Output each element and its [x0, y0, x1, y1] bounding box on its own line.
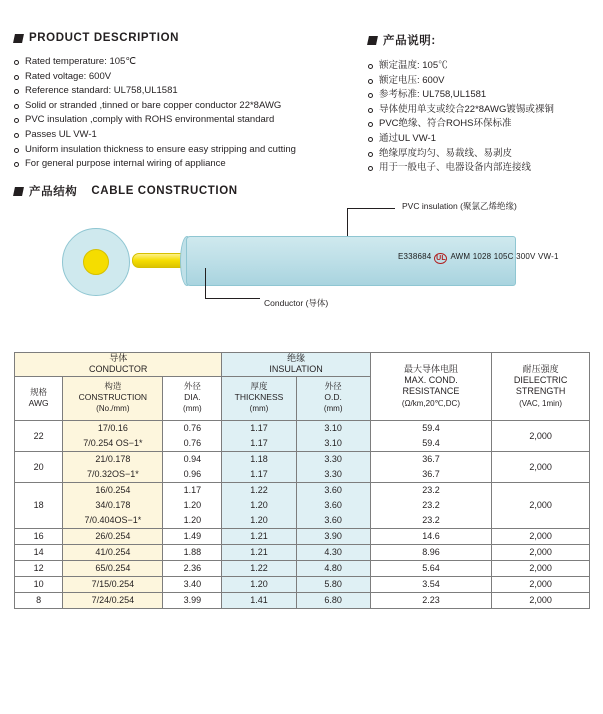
cell-awg: 10: [15, 576, 63, 592]
header-dia: [163, 376, 222, 420]
list-item: Rated temperature: 105℃: [14, 55, 364, 70]
table-row: [15, 544, 590, 560]
product-description-heading-en: [14, 32, 364, 44]
header-resistance: [370, 353, 491, 421]
header-thickness: [222, 376, 296, 420]
cell-od: [296, 451, 370, 482]
header-awg-cn: 规格: [30, 386, 48, 397]
header-construction-en: CONSTRUCTION: [78, 392, 148, 403]
cell-construction: [63, 528, 163, 544]
value-line: 1.49: [183, 530, 202, 541]
table-row: [15, 482, 590, 528]
value-line: 3.10: [324, 437, 342, 448]
value-line: 3.40: [183, 578, 202, 589]
header-thickness-cn: 厚度: [250, 381, 268, 392]
header-od-cn: 外径: [324, 381, 342, 392]
cell-thickness: [222, 528, 296, 544]
list-item: 用于一般电子、电器设备内部连接线: [368, 161, 598, 176]
cell-resistance: [370, 528, 491, 544]
value-line: 8.96: [422, 546, 440, 557]
value-line: 3.30: [324, 453, 342, 464]
value-line: 1.17: [250, 422, 268, 433]
list-item: Solid or stranded ,tinned or bare copper conductor 22*8AWG: [14, 99, 364, 114]
value-line: 3.60: [324, 484, 342, 495]
cell-od: [296, 528, 370, 544]
header-resistance-en2: RESISTANCE: [402, 386, 460, 397]
cell-construction: [63, 482, 163, 528]
value-line: 1.20: [183, 514, 202, 525]
header-dia-en: DIA.: [184, 392, 201, 403]
cell-thickness: [222, 420, 296, 451]
value-line: 23.2: [422, 514, 440, 525]
value-line: 1.20: [183, 499, 202, 510]
table-row: [15, 420, 590, 451]
value-line: 7/15/0.254: [91, 578, 135, 589]
cell-resistance: [370, 482, 491, 528]
header-thickness-unit: (mm): [249, 404, 269, 414]
cell-resistance: [370, 592, 491, 608]
header-conductor-group: [15, 353, 222, 377]
header-dia-cn: 外径: [183, 381, 201, 392]
list-item: Rated voltage: 600V: [14, 70, 364, 85]
heading-text-en: CABLE CONSTRUCTION: [91, 185, 238, 197]
cell-construction: [63, 560, 163, 576]
cell-od: [296, 544, 370, 560]
cell-thickness: [222, 482, 296, 528]
value-line: 2.23: [422, 594, 440, 605]
value-line: 34/0.178: [95, 499, 131, 510]
value-line: 23.2: [422, 499, 440, 510]
cell-strength: 2,000: [492, 528, 590, 544]
cell-od: [296, 560, 370, 576]
header-construction-unit: (No./mm): [96, 404, 130, 414]
square-bullet-icon: [13, 187, 24, 196]
header-insulation-en: INSULATION: [269, 364, 323, 375]
cell-dia: [163, 482, 222, 528]
cell-awg: 18: [15, 482, 63, 528]
value-line: 7/0.404OS−1*: [84, 514, 142, 525]
table-row: [15, 528, 590, 544]
header-resistance-cn: 最大导体电阻: [403, 363, 458, 374]
header-od-en: O.D.: [324, 392, 342, 403]
value-line: 0.76: [183, 437, 202, 448]
cell-resistance: [370, 451, 491, 482]
value-line: 17/0.16: [97, 422, 128, 433]
cell-strength: 2,000: [492, 451, 590, 482]
list-item: For general purpose internal wiring of appliance: [14, 157, 364, 172]
value-line: 1.20: [250, 499, 268, 510]
square-bullet-icon: [13, 34, 24, 43]
header-conductor-cn: 导体: [109, 353, 128, 363]
cross-section-conductor: [83, 249, 109, 275]
table-group-header-row: [15, 353, 590, 377]
table-row: [15, 451, 590, 482]
cell-resistance: [370, 576, 491, 592]
description-list-en: [14, 55, 364, 172]
value-line: 6.80: [324, 594, 342, 605]
cell-resistance: [370, 420, 491, 451]
table-body: [15, 420, 590, 608]
value-line: 5.80: [324, 578, 342, 589]
description-list-cn: [368, 59, 598, 176]
header-resistance-en1: MAX. COND.: [404, 375, 458, 385]
cell-awg: 22: [15, 420, 63, 451]
square-bullet-icon: [367, 36, 378, 45]
conductor-leader-vertical: [205, 268, 206, 298]
heading-text: 产品说明:: [383, 35, 436, 47]
cable-print-text: [398, 252, 559, 264]
header-awg: [15, 376, 63, 420]
table-row: [15, 592, 590, 608]
value-line: 1.41: [250, 594, 268, 605]
value-line: 1.17: [183, 484, 202, 495]
cell-dia: [163, 576, 222, 592]
specification-table-wrapper: [14, 352, 590, 609]
header-dia-unit: (mm): [183, 404, 202, 414]
value-line: 1.20: [250, 514, 268, 525]
cable-print-rating: AWM 1028 105C 300V VW-1: [450, 252, 559, 261]
description-english-column: [14, 32, 364, 172]
table-row: [15, 576, 590, 592]
header-construction-cn: 构造: [104, 381, 122, 392]
header-thickness-en: THICKNESS: [234, 392, 284, 403]
value-line: 36.7: [422, 468, 440, 479]
cell-thickness: [222, 451, 296, 482]
value-line: 23.2: [422, 484, 440, 495]
cell-dia: [163, 528, 222, 544]
conductor-label: Conductor (导体): [264, 298, 329, 308]
value-line: 36.7: [422, 453, 440, 464]
cell-awg: 20: [15, 451, 63, 482]
cell-thickness: [222, 560, 296, 576]
value-line: 1.21: [250, 546, 268, 557]
cell-construction: [63, 576, 163, 592]
value-line: 1.88: [183, 546, 202, 557]
cell-dia: [163, 451, 222, 482]
cell-awg: 14: [15, 544, 63, 560]
value-line: 16/0.254: [95, 484, 131, 495]
value-line: 0.96: [183, 468, 202, 479]
value-line: 1.17: [250, 437, 268, 448]
value-line: 65/0.254: [95, 562, 131, 573]
list-item: PVC insulation ,comply with ROHS environmental standard: [14, 113, 364, 128]
cell-resistance: [370, 560, 491, 576]
cell-dia: [163, 592, 222, 608]
list-item: 导体使用单支或绞合22*8AWG镀锡或裸铜: [368, 103, 598, 118]
cell-thickness: [222, 592, 296, 608]
value-line: 5.64: [422, 562, 440, 573]
value-line: 1.20: [250, 578, 268, 589]
list-item: 通过UL VW-1: [368, 132, 598, 147]
header-od: [296, 376, 370, 420]
value-line: 7/0.32OS−1*: [86, 468, 139, 479]
cell-thickness: [222, 544, 296, 560]
list-item: Reference standard: UL758,UL1581: [14, 84, 364, 99]
heading-text-cn: 产品结构: [29, 186, 78, 198]
value-line: 4.80: [324, 562, 342, 573]
value-line: 3.60: [324, 514, 342, 525]
value-line: 7/24/0.254: [91, 594, 135, 605]
cell-strength: 2,000: [492, 576, 590, 592]
cell-dia: [163, 544, 222, 560]
cell-awg: 8: [15, 592, 63, 608]
value-line: 1.17: [250, 468, 268, 479]
cell-od: [296, 482, 370, 528]
list-item: 绝缘厚度均匀、易裁线、易剥皮: [368, 147, 598, 162]
cable-print-file-number: E338684: [398, 252, 432, 261]
value-line: 0.94: [183, 453, 202, 464]
cell-od: [296, 420, 370, 451]
list-item: 额定温度: 105℃: [368, 59, 598, 74]
value-line: 3.10: [324, 422, 342, 433]
header-strength: [492, 353, 590, 421]
value-line: 0.76: [183, 422, 202, 433]
cell-dia: [163, 420, 222, 451]
header-insulation-cn: 绝缘: [287, 353, 306, 363]
cell-dia: [163, 560, 222, 576]
header-resistance-unit: (Ω/km,20℃,DC): [401, 398, 460, 408]
pvc-insulation-label: PVC insulation (聚氯乙烯绝缘): [402, 201, 517, 211]
value-line: 59.4: [422, 422, 440, 433]
ul-logo-icon: UL: [436, 255, 446, 262]
cross-section-insulation: [62, 228, 130, 296]
value-line: 3.54: [422, 578, 440, 589]
header-awg-en: AWG: [28, 398, 49, 408]
list-item: PVC绝缘、符合ROHS环保标准: [368, 117, 598, 132]
specification-table: [14, 352, 590, 609]
pvc-leader-vertical: [347, 208, 348, 236]
value-line: 1.21: [250, 530, 268, 541]
value-line: 7/0.254 OS−1*: [83, 437, 143, 448]
cell-construction: [63, 420, 163, 451]
list-item: Passes UL VW-1: [14, 128, 364, 143]
value-line: 1.18: [250, 453, 268, 464]
table-row: [15, 560, 590, 576]
cell-strength: 2,000: [492, 482, 590, 528]
pvc-leader-horizontal: [347, 208, 395, 209]
cell-awg: 12: [15, 560, 63, 576]
cell-od: [296, 592, 370, 608]
value-line: 2.36: [183, 562, 202, 573]
value-line: 26/0.254: [95, 530, 131, 541]
table-head: [15, 353, 590, 421]
value-line: 21/0.178: [95, 453, 131, 464]
value-line: 41/0.254: [95, 546, 131, 557]
cell-strength: 2,000: [492, 592, 590, 608]
header-od-unit: (mm): [323, 404, 343, 414]
cell-construction: [63, 451, 163, 482]
cell-strength: 2,000: [492, 544, 590, 560]
product-description-heading-cn: [368, 32, 598, 48]
header-strength-en2: STRENGTH: [515, 386, 566, 397]
cell-strength: 2,000: [492, 420, 590, 451]
list-item: 额定电压: 600V: [368, 74, 598, 89]
cell-od: [296, 576, 370, 592]
cable-construction-heading: [14, 183, 238, 199]
cell-strength: 2,000: [492, 560, 590, 576]
cell-construction: [63, 544, 163, 560]
cell-construction: [63, 592, 163, 608]
header-conductor-en: CONDUCTOR: [89, 364, 148, 375]
heading-text: PRODUCT DESCRIPTION: [29, 32, 180, 44]
header-strength-en1: DIELECTRIC: [513, 375, 568, 385]
cell-resistance: [370, 544, 491, 560]
cable-diagram: [0, 200, 603, 340]
header-insulation-group: [222, 353, 370, 377]
description-chinese-column: [368, 32, 598, 176]
header-construction: [63, 376, 163, 420]
cell-awg: 16: [15, 528, 63, 544]
value-line: 14.6: [422, 530, 440, 541]
value-line: 3.30: [324, 468, 342, 479]
header-strength-cn: 耐压强度: [522, 363, 559, 374]
value-line: 3.60: [324, 499, 342, 510]
cell-thickness: [222, 576, 296, 592]
value-line: 1.22: [250, 484, 268, 495]
value-line: 4.30: [324, 546, 342, 557]
value-line: 59.4: [422, 437, 440, 448]
value-line: 3.90: [324, 530, 342, 541]
conductor-leader-horizontal: [205, 298, 260, 299]
list-item: 参考标准: UL758,UL1581: [368, 88, 598, 103]
header-strength-unit: (VAC, 1min): [519, 398, 563, 408]
value-line: 1.22: [250, 562, 268, 573]
list-item: Uniform insulation thickness to ensure easy stripping and cutting: [14, 143, 364, 158]
value-line: 3.99: [183, 594, 202, 605]
